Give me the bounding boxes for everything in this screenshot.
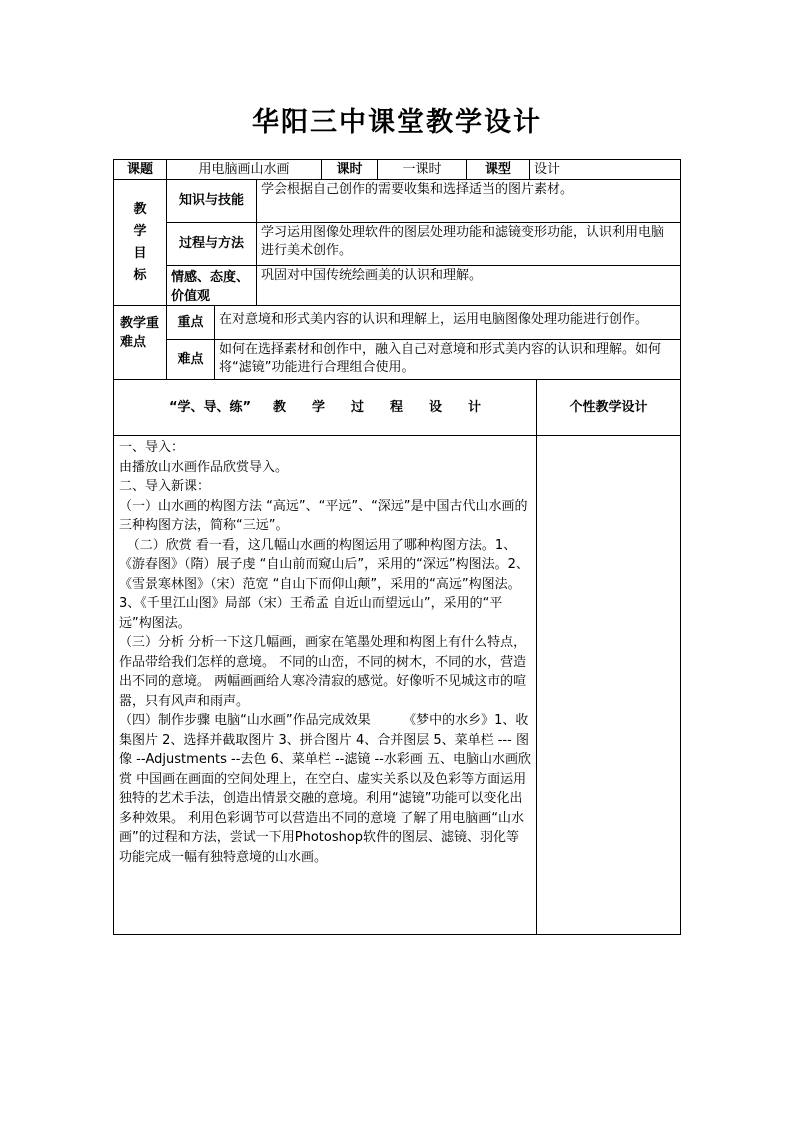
difficult-text: 如何在选择素材和创作中，融入自己对意境和形式美内容的认识和理解。如何将“滤镜”功能进行合理组合使用。 — [214, 339, 681, 380]
hours-value: 一课时 — [377, 159, 467, 180]
important-label: 重点 — [166, 305, 215, 340]
emotion-values-text: 巩固对中国传统绘画美的认识和理解。 — [256, 265, 681, 306]
hours-label: 课时 — [321, 159, 378, 180]
objectives-label-char: 教 — [133, 201, 147, 217]
process-paragraph: （三）分析 分析一下这几幅画，画家在笔墨处理和构图上有什么特点，作品带给我们怎样的意境。 不同的山峦，不同的树木，不同的水，营造出不同的意境。 两幅画画给人寒冷清寂的感觉。好像听不见城这市的喧嚣，只有风声和雨声。 — [119, 635, 527, 709]
process-method-label: 过程与方法 — [166, 222, 257, 266]
type-value: 设计 — [529, 159, 681, 180]
process-paragraph: （四）制作步骤 电脑“山水画”作品完成效果 《梦中的水乡》1、收集图片 2、选择并截取图片 3、拼合图片 4、合并图层 5、菜单栏 --- 图像 --Adjustments --去色 6、菜单栏 --滤镜 --水彩画 五、电脑山水画欣赏 中国画在画面的空间处理上，在空白、虚实关系以及色彩等方面运用独特的艺术手法，创造出情景交融的意境。利用“滤镜”功能可以变化出多种效果。 利用色彩调节可以营造出不同的意境 了解了用电脑画“山水画”的过程和方法，尝试一下用Photoshop软件的图层、滤镜、羽化等功能完成一幅有独特意境的山水画。 — [119, 713, 532, 865]
process-title-quote: “学、导、练” — [168, 399, 252, 415]
process-paragraph: （二）欣赏 看一看，这几幅山水画的构图运用了哪种构图方法。1、《游春图》（隋）展子虔 “自山前而窥山后”，采用的“深远”构图法。2、《雪景寒林图》（宋）范宽 “自山下而仰山颠”，采用的“高远”构图法。 3、《千里江山图》局部（宋）王希孟 自近山而望远山”，采用的“平远”构图法。 — [119, 537, 529, 631]
personal-design-area — [536, 435, 681, 935]
type-label: 课型 — [466, 159, 530, 180]
process-title — [113, 379, 537, 436]
page-title: 华阳三中课堂教学设计 — [252, 107, 542, 138]
objectives-label-char: 标 — [133, 267, 147, 283]
process-body — [113, 435, 537, 935]
process-paragraph: （一）山水画的构图方法 “高远”、“平远”、“深远”是中国古代山水画的三种构图方法，简称“三远”。 — [119, 498, 528, 533]
topic-label: 课题 — [113, 159, 167, 180]
knowledge-skill-label: 知识与技能 — [166, 179, 257, 223]
objectives-label-char: 目 — [133, 245, 147, 261]
emotion-values-label: 情感、态度、价值观 — [166, 265, 257, 306]
process-paragraph: 二、导入新课： — [119, 479, 211, 494]
process-title-rest: 教 学 过 程 设 计 — [273, 399, 482, 415]
objectives-label — [113, 179, 167, 306]
process-paragraph: 一、导入： — [119, 440, 185, 455]
important-text: 在对意境和形式美内容的认识和理解上，运用电脑图像处理功能进行创作。 — [214, 305, 681, 340]
topic-value: 用电脑画山水画 — [166, 159, 322, 180]
objectives-label-char: 学 — [133, 223, 147, 239]
personal-design-title: 个性教学设计 — [536, 379, 681, 436]
key-points-label: 教学重难点 — [113, 305, 167, 380]
process-paragraph: 由播放山水画作品欣赏导入。 — [119, 459, 289, 475]
difficult-label: 难点 — [166, 339, 215, 380]
process-method-text: 学习运用图像处理软件的图层处理功能和滤镜变形功能，认识利用电脑进行美术创作。 — [256, 222, 681, 266]
knowledge-skill-text: 学会根据自己创作的需要收集和选择适当的图片素材。 — [256, 179, 681, 223]
